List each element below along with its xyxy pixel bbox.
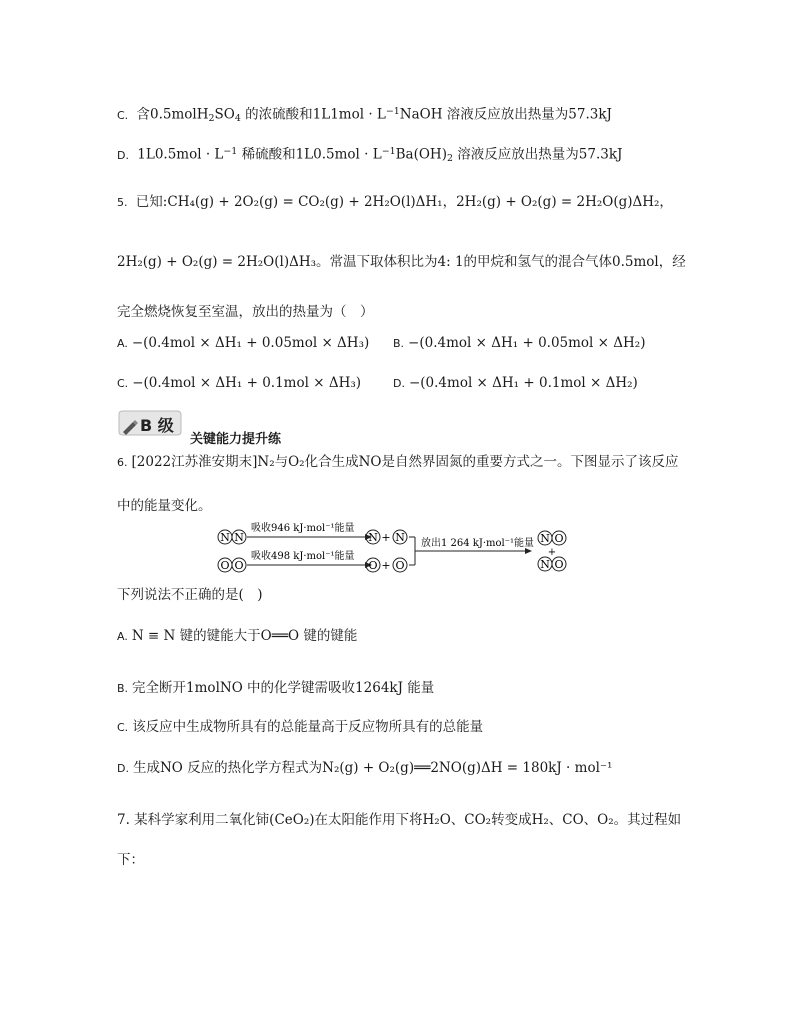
q6-option-b: B. 完全断开1molNO 中的化学键需吸收1264kJ 能量 [117,680,435,696]
q6-stem-line1: 6. [2022江苏淮安期末]N₂与O₂化合生成NO是自然界固氮的重要方式之一。下图显示了该反应 [117,454,679,470]
atom-n: N [395,531,405,544]
question-number: 5. [117,196,128,209]
energy-diagram [215,522,590,580]
q6-option-d: D. 生成NO 反应的热化学方程式为N₂(g) + O₂(g)══2NO(g)ΔH = 180kJ · mol⁻¹ [117,760,613,776]
q7-stem-line1: 7. 某科学家利用二氧化铈(CeO₂)在太阳能作用下将H₂O、CO₂转变成H₂、CO、O₂。其过程如 [117,812,682,828]
absorb-946-label: 吸收946 kJ·mol⁻¹能量 [251,523,355,534]
q5-stem-line2: 2H₂(g) + O₂(g) = 2H₂O(l)ΔH₃。常温下取体积比为4: 1的甲烷和氢气的混合气体0.5mol，经 [117,254,686,270]
level-badge-label: B 级 [140,416,174,435]
atom-n: N [540,532,550,545]
q5-option-d: D. −(0.4mol × ΔH₁ + 0.1mol × ΔH₂) [393,375,638,391]
atom-o: O [368,559,378,572]
question-number: 6. [117,456,128,469]
option-label: D. [117,148,129,162]
q5-stem-line3: 完全燃烧恢复至室温，放出的热量为（ ） [117,304,374,320]
atom-o: O [395,559,405,572]
q6-option-c: C. 该反应中生成物所具有的总能量高于反应物所具有的总能量 [117,719,484,735]
plus-sign: + [381,531,391,544]
q4-option-c: C. 含$0.5molH_2SO_4$ 的浓硫酸和$1L1mol \cdot L^{-1}NaOH$ 溶液反应放出热量为57.3kJ [117,106,612,125]
atom-n: N [368,531,378,544]
q5-stem-line1: 5. 已知:CH₄(g) + 2O₂(g) = CO₂(g) + 2H₂O(l)ΔH₁，2H₂(g) + O₂(g) = 2H₂O(g)ΔH₂， [117,194,673,210]
atom-o: O [554,558,564,571]
release-1264-label: 放出1 264 kJ·mol⁻¹能量 [421,538,535,549]
atom-o: O [554,532,564,545]
absorb-498-label: 吸收498 kJ·mol⁻¹能量 [251,551,355,562]
atom-n: N [234,531,244,544]
q6-stem-line2: 中的能量变化。 [117,498,212,514]
q7-stem-line2: 下： [117,852,144,868]
option-label: C. [117,108,129,122]
plus-sign: + [381,559,391,572]
plus-sign: + [547,547,557,558]
q5-option-b: B. −(0.4mol × ΔH₁ + 0.05mol × ΔH₂) [393,335,646,351]
atom-n: N [540,558,550,571]
atom-o: O [234,559,244,572]
q5-option-c: C. −(0.4mol × ΔH₁ + 0.1mol × ΔH₃) [117,375,362,391]
q4-option-d: D. $1L0.5mol \cdot L^{-1}$ 稀硫酸和$1L0.5mol \cdot L^{-1}Ba(OH)_2$ 溶液反应放出热量为57.3kJ [117,146,623,165]
q6-question: 下列说法不正确的是( ) [117,587,263,603]
level-title: 关键能力提升练 [190,432,282,447]
q6-option-a: A. N ≡ N 键的键能大于O══O 键的键能 [117,628,358,644]
atom-o: O [220,559,230,572]
q5-option-a: A. −(0.4mol × ΔH₁ + 0.05mol × ΔH₃) [117,335,370,351]
atom-n: N [220,531,230,544]
